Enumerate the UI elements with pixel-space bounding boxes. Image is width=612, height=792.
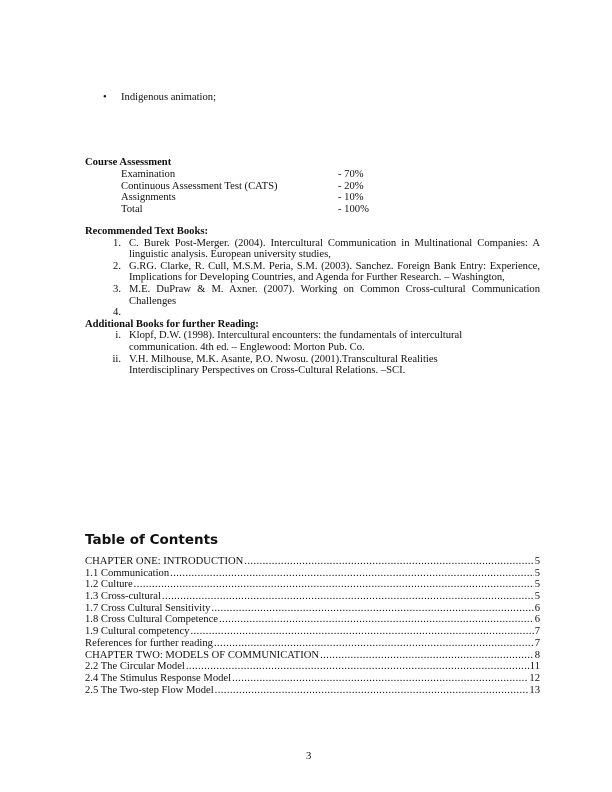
book-item — [85, 284, 540, 307]
toc-entry[interactable] — [85, 591, 540, 603]
bullet-text: Indigenous animation; — [121, 92, 217, 103]
toc-label[interactable]: 2.5 The Two-step Flow Model — [85, 684, 214, 696]
assessment-label: Continuous Assessment Test (CATS) — [121, 180, 278, 192]
assessment-label: Assignments — [121, 192, 176, 204]
assessment-value: - 20% — [338, 180, 364, 192]
item-number: 2. — [113, 260, 121, 272]
assessment-row — [121, 204, 369, 216]
toc-entry[interactable] — [85, 638, 540, 650]
toc-label[interactable]: 1.2 Culture — [85, 579, 133, 591]
assessment-heading: Course Assessment — [85, 157, 172, 168]
toc-leader — [214, 638, 534, 650]
toc-entry[interactable] — [85, 685, 540, 697]
toc-entry[interactable] — [85, 603, 540, 615]
assessment-value: - 10% — [338, 192, 364, 204]
assessment-label: Total — [121, 203, 143, 215]
recommended-books — [85, 226, 540, 377]
toc-leader — [162, 591, 534, 603]
book-item — [85, 261, 540, 284]
table-of-contents — [85, 556, 540, 696]
toc-leader — [211, 603, 533, 615]
toc-label[interactable]: 2.4 The Stimulus Response Model — [85, 672, 232, 684]
toc-leader — [244, 556, 533, 568]
toc-label[interactable]: 1.3 Cross-cultural — [85, 591, 161, 603]
assessment-value: - 70% — [338, 169, 364, 180]
toc-entry[interactable] — [85, 626, 540, 638]
toc-page: 6 — [534, 602, 540, 614]
item-text: G.RG. Clarke, R. Cull, M.S.M. Peria, S.M. (2003). Sanchez. Foreign Bank Entry: Experience, Implications for Developing Countries, and Agenda for Further Research. – Washington, — [129, 260, 540, 284]
item-text: Klopf, D.W. (1998). Intercultural encounters: the fundamentals of intercultural communication. 4th ed. – Englewood: Morton Pub. Co. — [129, 330, 463, 353]
recommended-heading: Recommended Text Books: — [85, 226, 209, 237]
assessment-label: Examination — [121, 169, 176, 180]
additional-heading: Additional Books for further Reading: — [85, 318, 259, 330]
toc-leader — [134, 579, 534, 591]
item-number: 4. — [113, 307, 121, 319]
book-item — [85, 354, 540, 377]
toc-entry[interactable] — [85, 614, 540, 626]
assessment-row — [121, 169, 369, 181]
toc-page: 7 — [534, 626, 540, 638]
toc-page: 12 — [529, 672, 540, 684]
bullet-icon: • — [103, 92, 107, 103]
item-text: C. Burek Post-Merger. (2004). Intercultural Communication in Multinational Companies: A linguistic analysis. European university studies, — [129, 237, 540, 261]
toc-page: 6 — [534, 614, 540, 626]
toc-page: 5 — [534, 556, 540, 567]
toc-leader — [232, 673, 528, 685]
assessment-value: - 100% — [338, 203, 369, 215]
toc-page: 13 — [529, 684, 540, 696]
bullet-item — [103, 92, 216, 104]
toc-label[interactable]: 2.2 The Circular Model — [85, 661, 185, 673]
toc-label[interactable]: References for further reading — [85, 637, 213, 649]
item-text: M.E. DuPraw & M. Axner. (2007). Working on Common Cross-cultural Communication Challenges — [129, 283, 540, 307]
item-text — [121, 307, 540, 319]
item-text: V.H. Milhouse, M.K. Asante, P.O. Nwosu. (2001).Transcultural Realities Interdisciplinary Perspectives on Cross-Cultural Relations. –SCI. — [129, 353, 438, 377]
book-item — [85, 307, 540, 319]
page-number: 3 — [306, 751, 312, 762]
toc-label[interactable]: 1.1 Communication — [85, 567, 170, 579]
assessment-row — [121, 192, 369, 204]
toc-page: 7 — [534, 637, 540, 649]
toc-leader — [186, 661, 529, 673]
toc-label[interactable]: CHAPTER TWO: MODELS OF COMMUNICATION — [85, 649, 320, 661]
toc-leader — [215, 685, 529, 697]
toc-label[interactable]: 1.8 Cross Cultural Competence — [85, 614, 218, 626]
toc-entry[interactable] — [85, 568, 540, 580]
toc-label[interactable]: 1.9 Cultural competency — [85, 626, 190, 638]
toc-leader — [320, 650, 534, 662]
toc-leader — [190, 626, 533, 638]
toc-leader — [170, 568, 534, 580]
toc-label[interactable]: CHAPTER ONE: INTRODUCTION — [85, 556, 244, 567]
item-number: ii. — [112, 353, 121, 365]
book-item — [85, 330, 540, 353]
book-item — [85, 238, 540, 261]
toc-page: 8 — [534, 649, 540, 661]
toc-entry[interactable] — [85, 661, 540, 673]
item-number: 1. — [113, 237, 121, 249]
toc-label[interactable]: 1.7 Cross Cultural Sensitivity — [85, 602, 211, 614]
toc-entry[interactable] — [85, 673, 540, 685]
toc-entry[interactable] — [85, 650, 540, 662]
toc-page: 11 — [529, 661, 540, 673]
item-number: i. — [115, 330, 121, 342]
toc-title: Table of Contents — [85, 532, 219, 548]
assessment-row — [121, 181, 369, 193]
toc-entry[interactable] — [85, 579, 540, 591]
toc-page: 5 — [534, 579, 540, 591]
assessment-table — [121, 169, 369, 215]
item-number: 3. — [113, 283, 121, 295]
toc-page: 5 — [534, 591, 540, 603]
toc-entry[interactable] — [85, 556, 540, 568]
toc-leader — [219, 614, 534, 626]
toc-page: 5 — [534, 567, 540, 579]
